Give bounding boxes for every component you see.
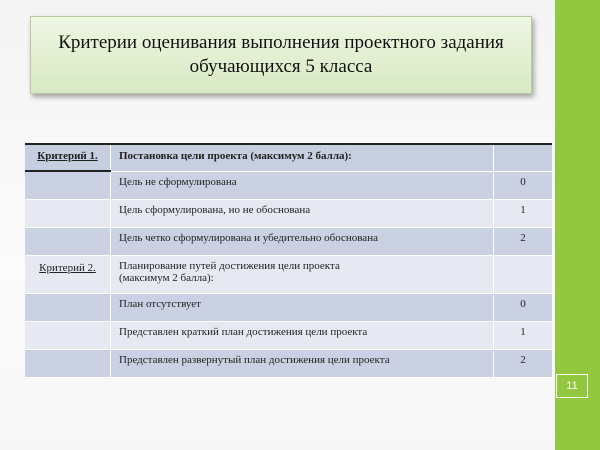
description-cell: Постановка цели проекта (максимум 2 балла): [111, 144, 494, 171]
score-cell: 0 [494, 171, 553, 199]
score-cell: 2 [494, 349, 553, 377]
criterion-label: Критерий 1. [37, 150, 98, 162]
criterion-cell [25, 293, 111, 321]
description-cell: Цель не сформулирована [111, 171, 494, 199]
criterion-cell [25, 227, 111, 255]
table-row [25, 227, 552, 255]
description-cell: Цель четко сформулирована и убедительно обоснована [111, 227, 494, 255]
description-cell: Цель сформулирована, но не обоснована [111, 199, 494, 227]
table-row [25, 199, 552, 227]
criterion-cell [25, 349, 111, 377]
score-cell: 2 [494, 227, 553, 255]
page-number: 11 [556, 374, 588, 398]
description-line: Планирование путей достижения цели проекта [119, 259, 340, 272]
criterion-label: Критерий 2. [39, 261, 96, 274]
table-row [25, 321, 552, 349]
title-line-2: обучающихся 5 класса [189, 56, 373, 77]
criterion-cell [25, 255, 111, 293]
score-cell: 1 [494, 199, 553, 227]
criterion-cell [25, 199, 111, 227]
description-cell: Представлен развернутый план достижения цели проекта [111, 349, 494, 377]
criteria-table [25, 143, 552, 378]
criterion-cell [25, 144, 111, 171]
score-cell: 1 [494, 321, 553, 349]
description-cell: План отсутствует [111, 293, 494, 321]
description-cell [111, 255, 494, 293]
table-row [25, 349, 552, 377]
score-cell [494, 255, 553, 293]
title-line-1: Критерии оценивания выполнения проектного задания [58, 32, 504, 53]
criterion-cell [25, 321, 111, 349]
table-row [25, 293, 552, 321]
table-row [25, 144, 552, 171]
score-cell: 0 [494, 293, 553, 321]
description-cell: Представлен краткий план достижения цели проекта [111, 321, 494, 349]
table-row [25, 255, 552, 293]
slide-title [58, 31, 504, 79]
description-line: (максимум 2 балла): [119, 271, 214, 284]
criterion-cell [25, 171, 111, 199]
title-box [30, 16, 532, 94]
table-row [25, 171, 552, 199]
score-cell [494, 144, 553, 171]
